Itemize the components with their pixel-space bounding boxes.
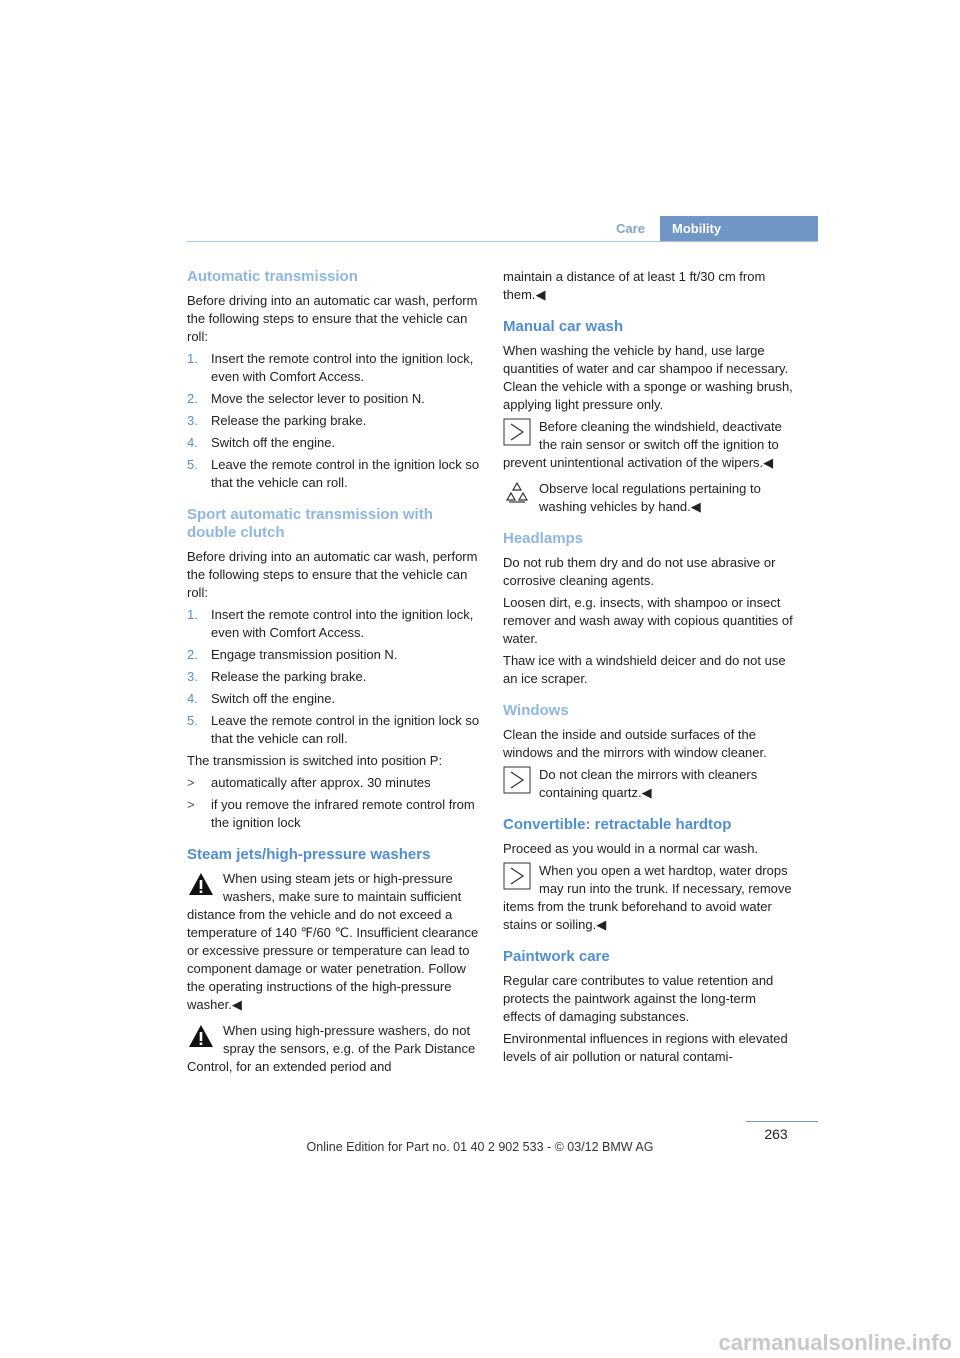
note-mirrors: Do not clean the mirrors with cleaners containing quartz.◀ xyxy=(503,766,796,802)
note-arrow-icon xyxy=(503,766,531,794)
auto-intro: Before driving into an automatic car wash, perform the following steps to ensure that the vehicle can roll: xyxy=(187,293,478,344)
list-item: 5. Leave the remote control in the ignition lock so that the vehicle can roll. xyxy=(187,457,480,490)
heading-paintwork-care: Paintwork care xyxy=(503,948,610,965)
section-convertible-hardtop xyxy=(503,816,796,934)
warning-triangle-icon xyxy=(187,1022,215,1050)
warning-note-2 xyxy=(187,1022,480,1076)
warning-note-1: When using steam jets or high-pressure washers, make sure to maintain sufficient distance from the vehicle and do not exceed a temperature of 140 ℉/60 ℃. Insufficient clearance or excessive pressure or temperature can lead to component damage or water penetration. Follow the operating instructions of the high-pressure washer.◀ xyxy=(187,871,479,1012)
headlamps-p2: Loosen dirt, e.g. insects, with shampoo or insect remover and wash away with copious quantities of water. xyxy=(503,595,793,646)
list-item: 2. Engage transmission position N. xyxy=(187,647,398,662)
note-arrow-icon xyxy=(503,862,531,890)
heading-automatic-transmission: Automatic transmission xyxy=(187,268,358,285)
list-item: 3. Release the parking brake. xyxy=(187,413,367,428)
section-manual-car-wash xyxy=(503,318,796,516)
list-item: 3. Release the parking brake. xyxy=(187,669,367,684)
heading-manual-car-wash: Manual car wash xyxy=(503,318,624,335)
sport-after: The transmission is switched into position P: xyxy=(187,753,443,768)
list-item: 1. Insert the remote control into the ignition lock, even with Comfort Access. xyxy=(187,607,474,640)
section-automatic-transmission xyxy=(187,268,480,492)
heading-headlamps: Headlamps xyxy=(503,530,584,547)
note-hardtop: When you open a wet hardtop, water drops may run into the trunk. If necessary, remove items from the trunk beforehand to avoid water stains or soiling.◀ xyxy=(503,863,792,932)
warning-triangle-icon xyxy=(187,870,215,898)
heading-convertible-hardtop: Convertible: retractable hardtop xyxy=(503,816,732,833)
page-number-rule xyxy=(746,1121,818,1122)
heading-steam-jets: Steam jets/high-pressure washers xyxy=(187,846,431,863)
watermark: carmanualsonline.info xyxy=(718,1330,952,1355)
section-sport-automatic xyxy=(187,506,480,832)
headlamps-p1: Do not rub them dry and do not use abrasive or corrosive cleaning agents. xyxy=(503,555,776,588)
list-item: 4. Switch off the engine. xyxy=(187,691,336,706)
section-steam-jets xyxy=(187,846,480,1076)
manual-paragraph: When washing the vehicle by hand, use large quantities of water and car shampoo if necessary. Clean the vehicle with a sponge or washing brush, applying light pressure only. xyxy=(503,343,793,412)
paintwork-p2: Environmental influences in regions with elevated levels of air pollution or natural contami- xyxy=(503,1031,788,1064)
header-chapter-mobility: Mobility xyxy=(660,216,818,242)
sport-bullets-list xyxy=(187,774,480,832)
sport-steps-list xyxy=(187,606,480,748)
convertible-paragraph: Proceed as you would in a normal car wash. xyxy=(503,841,759,856)
page-number: 263 xyxy=(764,1126,788,1142)
heading-windows: Windows xyxy=(503,702,569,719)
paintwork-p1: Regular care contributes to value retention and protects the paintwork against the long-term effects of damaging substances. xyxy=(503,973,774,1024)
heading-sport-automatic: Sport automatic transmission with double clutch xyxy=(187,506,433,541)
header-rule xyxy=(187,241,818,242)
right-column xyxy=(503,268,796,1080)
section-windows xyxy=(503,702,796,802)
list-item: 5. Leave the remote control in the ignition lock so that the vehicle can roll. xyxy=(187,713,480,746)
headlamps-p3: Thaw ice with a windshield deicer and do not use an ice scraper. xyxy=(503,653,786,686)
list-item: 4. Switch off the engine. xyxy=(187,435,336,450)
sport-intro: Before driving into an automatic car wash, perform the following steps to ensure that the vehicle can roll: xyxy=(187,549,478,600)
list-item: 1. Insert the remote control into the ignition lock, even with Comfort Access. xyxy=(187,351,474,384)
recycle-icon xyxy=(503,480,531,508)
windows-paragraph: Clean the inside and outside surfaces of the windows and the mirrors with window cleaner. xyxy=(503,727,767,760)
list-item: > if you remove the infrared remote control from the ignition lock xyxy=(187,797,475,830)
auto-steps-list xyxy=(187,350,480,492)
header-section-care: Care xyxy=(616,221,645,236)
left-column xyxy=(187,268,480,1090)
note-arrow-icon xyxy=(503,418,531,446)
list-item: > automatically after approx. 30 minutes xyxy=(187,775,431,790)
footer-edition: Online Edition for Part no. 01 40 2 902 533 - © 03/12 BMW AG xyxy=(306,1140,654,1154)
continued-text: maintain a distance of at least 1 ft/30 cm from them.◀ xyxy=(503,269,766,302)
note-recycle: Observe local regulations pertaining to washing vehicles by hand.◀ xyxy=(503,480,796,516)
list-item: 2. Move the selector lever to position N. xyxy=(187,391,425,406)
section-paintwork-care xyxy=(503,948,796,1066)
section-headlamps xyxy=(503,530,796,688)
warning-text-2: When using high-pressure washers, do not spray the sensors, e.g. of the Park Distance Control, for an extended period and xyxy=(187,1023,476,1074)
warning-text-1: When using steam jets or high-pressure washers, make sure to maintain sufficient distance from the vehicle and do not exceed a temperature of 140 ℉/60 ℃. Insufficient clearance or excessive pressure or temperature can lead to component damage or water penetration. Follow the operating instructions of the high-pressure washer. xyxy=(187,871,479,1012)
note-windshield: Before cleaning the windshield, deactivate the rain sensor or switch off the ignition to prevent unintentional activation of the wipers.◀ xyxy=(503,419,782,470)
